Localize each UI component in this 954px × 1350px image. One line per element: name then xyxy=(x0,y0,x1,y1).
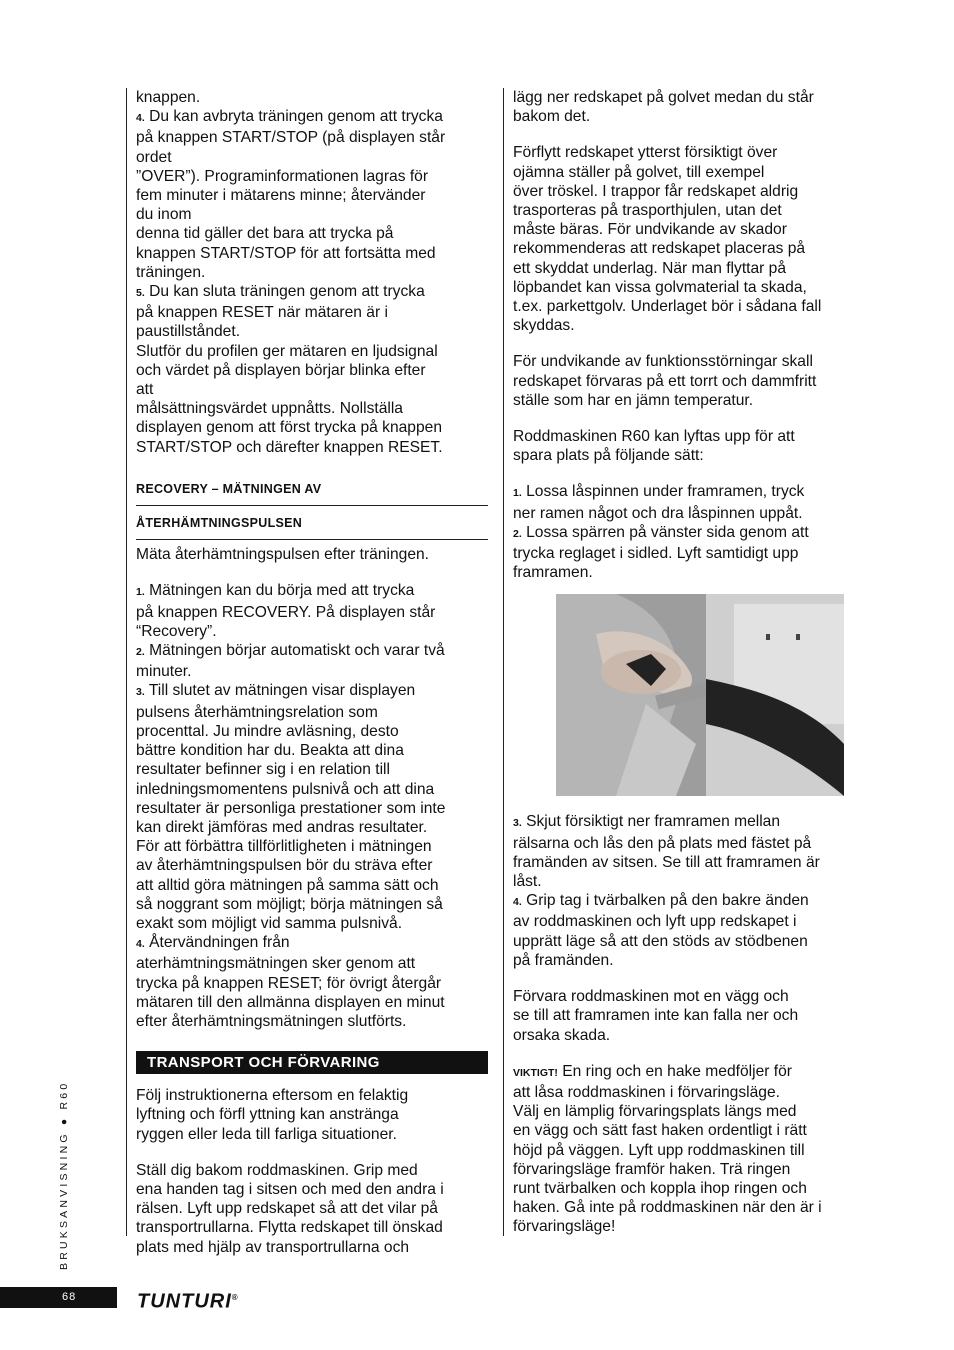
paragraph: lägg ner redskapet på golvet medan du står bakom det. xyxy=(513,89,814,126)
section-heading-transport: TRANSPORT OCH FÖRVARING xyxy=(136,1051,488,1074)
logo-text: TUNTURI xyxy=(137,1290,232,1313)
step-1 xyxy=(513,482,865,522)
step-3 xyxy=(513,812,865,891)
step-4 xyxy=(513,891,865,970)
step-text: Lossa låspinnen under framramen, tryck ner ramen något och dra låspinnen uppåt. xyxy=(513,483,805,522)
section-heading-recovery: RECOVERY – MÄTNINGEN AV xyxy=(136,477,488,506)
step-2 xyxy=(513,523,865,583)
step-text: Skjut försiktigt ner framramen mellan rälsarna och lås den på plats med fästet på framänden av sitsen. Se till att framramen är låst. xyxy=(513,813,820,891)
paragraph: Förvara roddmaskinen mot en vägg och se till att framramen inte kan falla ner och orsaka skada. xyxy=(513,988,799,1044)
step-text: Grip tag i tvärbalken på den bakre änden av roddmaskinen och lyft upp redskapet i upprätt läge så att den stöds av stödbenen på framänden. xyxy=(513,892,809,969)
paragraph: För undvikande av funktionsstörningar skall redskapet förvaras på ett torrt och dammfritt ställe som har en jämn temperatur. xyxy=(513,353,817,409)
paragraph: Förflytt redskapet ytterst försiktigt över ojämna ställer på golvet, till exempel över tröskel. I trappor får redskapet aldrig trasporteras på trasporthjulen, utan det måste bäras. För undvikande av skador rekommenderas att redskapet placeras på ett skyddat underlag. När man flyttar på löpbandet kan vissa golvmaterial ta skada, t.ex. parkettgolv. Underlaget bör i sådana fall skyddas. xyxy=(513,144,822,335)
important-label: VIKTIGT! xyxy=(513,1066,558,1079)
step-1 xyxy=(136,581,488,641)
step-number: 4. xyxy=(513,896,522,909)
step-4 xyxy=(136,107,488,282)
step-number: 2. xyxy=(513,527,522,540)
side-label: BRUKSANVISNING ● R60 xyxy=(58,1080,70,1270)
step-3 xyxy=(136,681,488,933)
step-5 xyxy=(136,282,488,457)
section-heading-recovery-2: ÅTERHÄMTNINGSPULSEN xyxy=(136,506,488,540)
step-number: 3. xyxy=(513,817,522,830)
step-text: Du kan sluta träningen genom att trycka på knappen RESET när mätaren är i paustillståndet. Slutför du profilen ger mätaren en ljudsignal och värdet på displayen börjar blinka efter att målsättningsvärdet uppnåtts. Nollställa displayen genom att först trycka på knappen START/STOP och därefter knappen RESET. xyxy=(136,283,443,456)
page-number: 68 xyxy=(0,1287,117,1308)
step-text: Mätningen börjar automatiskt och varar två minuter. xyxy=(136,642,445,681)
step-text: Mätningen kan du börja med att trycka på knappen RECOVERY. På displayen står “Recovery”. xyxy=(136,582,436,640)
column-divider xyxy=(503,88,504,1236)
step-text: Du kan avbryta träningen genom att trycka på knappen START/STOP (på displayen står ordet ”OVER”). Programinformationen lagras för fem minuter i mätarens minne; återvänder du inom denna tid gäller det bara att trycka på knappen START/STOP för att fortsätta med träningen. xyxy=(136,108,446,281)
rowing-machine-photo xyxy=(556,594,844,796)
step-number: 3. xyxy=(136,686,145,699)
tunturi-logo xyxy=(137,1287,239,1313)
step-number: 4. xyxy=(136,112,145,125)
step-text: Till slutet av mätningen visar displayen pulsens återhämtningsrelation som procenttal. Ju mindre avläsning, desto bättre kondition har du. Beakta att dina resultater befinner sig i en relation till inledningsmomentens pulsnivå och att dina resultater är personliga prestationer som inte kan direkt jämföras med andras resultater. För att förbättra tillförlitligheten i mätningen av återhämtningspulsen bör du sträva efter att alltid göra mätningen på samma sätt och så noggrant som möjligt; börja mätningen så exakt som möjligt vid samma pulsnivå. xyxy=(136,682,446,932)
step-text: Lossa spärren på vänster sida genom att trycka reglaget i sidled. Lyft samtidigt upp framramen. xyxy=(513,523,809,582)
step-number: 2. xyxy=(136,646,145,659)
step-2 xyxy=(136,641,488,681)
note-text: En ring och en hake medföljer för att låsa roddmaskinen i förvaringsläge. Välj en lämplig förvaringsplats längs med en vägg och sätt fast haken ordentligt i rätt höjd på väggen. Lyft upp roddmaskinen till förvaringsläge framför haken. Trä ringen runt tvärbalken och koppla ihop ringen och haken. Gå inte på roddmaskinen när den är i förvaringsläge! xyxy=(513,1062,822,1236)
registered-mark: ® xyxy=(231,1293,239,1302)
paragraph: Roddmaskinen R60 kan lyftas upp för att spara plats på följande sätt: xyxy=(513,428,795,465)
important-note xyxy=(513,1062,865,1237)
right-column xyxy=(513,88,865,1237)
step-number: 5. xyxy=(136,287,145,300)
paragraph: Ställ dig bakom roddmaskinen. Grip med ena handen tag i sitsen och med den andra i rälsen. Lyft upp redskapet så att det vilar på transportrullarna. Flytta redskapet till önskad plats med hjälp av transportrullarna och xyxy=(136,1161,444,1256)
paragraph: Mäta återhämtningspulsen efter träningen. xyxy=(136,546,429,564)
left-column xyxy=(136,88,488,1257)
step-4 xyxy=(136,933,488,1031)
step-number: 1. xyxy=(513,487,522,500)
step-number: 4. xyxy=(136,938,145,951)
paragraph: knappen. xyxy=(136,89,201,106)
left-margin-rule xyxy=(126,88,127,1236)
paragraph: Följ instruktionerna eftersom en felaktig lyftning och förfl yttning kan anstränga ryggen eller leda till farliga situationer. xyxy=(136,1087,409,1143)
step-text: Återvändningen från aterhämtningsmätningen sker genom att trycka på knappen RESET; för övrigt återgår mätaren till den allmänna displayen en minut efter återhämtningsmätningen slutförts. xyxy=(136,934,445,1030)
step-number: 1. xyxy=(136,586,145,599)
